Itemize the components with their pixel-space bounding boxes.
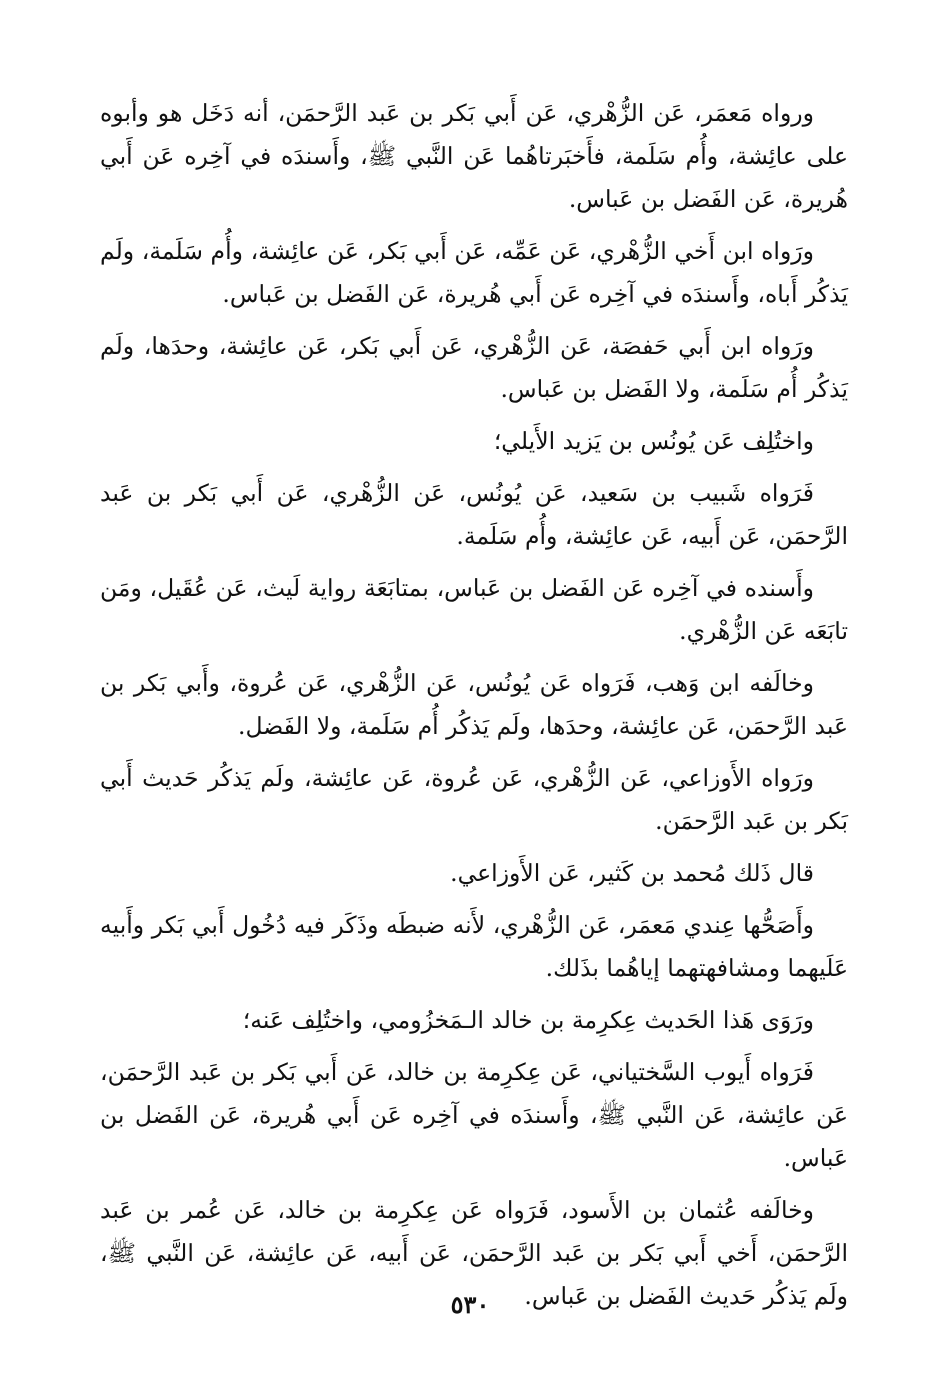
paragraph: وخالَفه عُثمان بن الأَسود، فَرَواه عَن عِكرِمة بن خالد، عَن عُمر بن عَبد الرَّحمَن، أَخي أَبي بَكر بن عَبد الرَّحمَن، عَن أَبيه، عَن عائِشة، عَن النَّبي ﷺ، ولَم يَذكُر حَديث الفَضل بن عَباس. <box>100 1196 848 1310</box>
paragraph: وخالَفه ابن وَهب، فَرَواه عَن يُونُس، عَن الزُّهْري، عَن عُروة، وأَبي بَكر بن عَبد الرَّحمَن، عَن عائِشة، وحدَها، ولَم يَذكُر أُم سَلَمة، ولا الفَضل. <box>100 669 848 740</box>
paragraph: فَرَواه أَيوب السَّختياني، عَن عِكرِمة بن خالد، عَن أَبي بَكر بن عَبد الرَّحمَن، عَن عائِشة، عَن النَّبي ﷺ، وأَسندَه في آخِره عَن أَبي هُريرة، عَن الفَضل بن عَباس. <box>100 1058 848 1172</box>
paragraph: واختُلِف عَن يُونُس بن يَزيد الأَيلي؛ <box>493 427 814 455</box>
paragraph: ورَواه ابن أَخي الزُّهْري، عَن عَمِّه، عَن أَبي بَكر، عَن عائِشة، وأُم سَلَمة، ولَم يَذكُر أَباه، وأَسندَه في آخِره عَن أَبي هُريرة، عَن الفَضل بن عَباس. <box>100 237 848 308</box>
page-number: ٥٣٠ <box>450 1290 490 1319</box>
paragraph: وأَصَحُّها عِندي مَعمَر، عَن الزُّهْري، لأَنه ضبطَه وذَكَر فيه دُخُول أَبي بَكر وأَبيه عَلَيهما ومشافهتهما إياهُما بذَلك. <box>100 911 848 982</box>
paragraph: وأَسنده في آخِره عَن الفَضل بن عَباس، بمتابَعَة رواية لَيث، عَن عُقَيل، ومَن تابَعَه عَن الزُّهْري. <box>100 574 848 645</box>
paragraph: ورواه مَعمَر، عَن الزُّهْري، عَن أَبي بَكر بن عَبد الرَّحمَن، أنه دَخَل هو وأبوه على عائِشة، وأُم سَلَمة، فأَخبَرتاهُما عَن النَّبي ﷺ، وأَسندَه في آخِره عَن أَبي هُريرة، عَن الفَضل بن عَباس. <box>100 99 848 213</box>
text-body <box>100 92 848 1327</box>
paragraph: ورَوَى هَذا الحَديث عِكرِمة بن خالد الـمَخزُومي، واختُلِف عَنه؛ <box>242 1006 814 1034</box>
paragraph: قال ذَلك مُحمد بن كَثير، عَن الأَوزاعي. <box>450 859 814 887</box>
paragraph: فَرَواه شَبيب بن سَعيد، عَن يُونُس، عَن الزُّهْري، عَن أَبي بَكر بن عَبد الرَّحمَن، عَن أَبيه، عَن عائِشة، وأُم سَلَمة. <box>100 479 848 550</box>
paragraph: ورَواه الأَوزاعي، عَن الزُّهْري، عَن عُروة، عَن عائِشة، ولَم يَذكُر حَديث أَبي بَكر بن عَبد الرَّحمَن. <box>100 764 848 835</box>
paragraph: ورَواه ابن أَبي حَفصَة، عَن الزُّهْري، عَن أَبي بَكر، عَن عائِشة، وحدَها، ولَم يَذكُر أُم سَلَمة، ولا الفَضل بن عَباس. <box>100 332 848 403</box>
